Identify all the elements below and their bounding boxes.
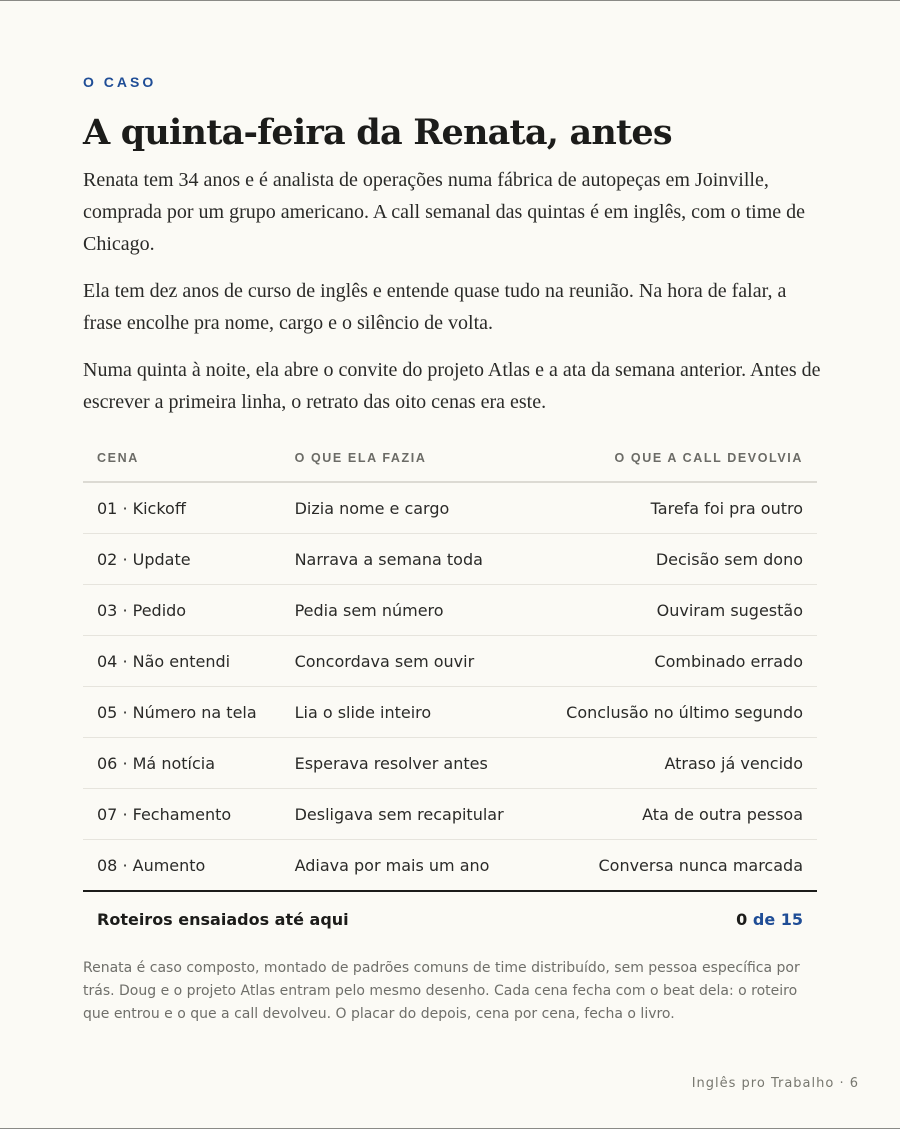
table-row bbox=[83, 482, 817, 534]
total-value bbox=[552, 891, 817, 946]
result-cell: Ouviram sugestão bbox=[552, 585, 817, 636]
action-cell: Pedia sem número bbox=[281, 585, 553, 636]
column-header-cena: CENA bbox=[83, 435, 281, 482]
action-cell: Desligava sem recapitular bbox=[281, 789, 553, 840]
scene-cell: 04 · Não entendi bbox=[83, 636, 281, 687]
footnote: Renata é caso composto, montado de padrões comuns de time distribuído, sem pessoa específica por trás. Doug e o projeto Atlas entram pelo mesmo desenho. Cada cena fecha com o beat dela: o roteiro que entrou e o que a call devolveu. O placar do depois, cena por cena, fecha o livro. bbox=[83, 960, 800, 1022]
action-cell: Dizia nome e cargo bbox=[281, 482, 553, 534]
result-cell: Ata de outra pessoa bbox=[552, 789, 817, 840]
scene-cell: 07 · Fechamento bbox=[83, 789, 281, 840]
intro-text bbox=[83, 164, 823, 433]
paragraph: Ela tem dez anos de curso de inglês e entende quase tudo na reunião. Na hora de falar, a frase encolhe pra nome, cargo e o silêncio de volta. bbox=[83, 280, 787, 334]
table-row bbox=[83, 687, 817, 738]
action-cell: Narrava a semana toda bbox=[281, 534, 553, 585]
action-cell: Concordava sem ouvir bbox=[281, 636, 553, 687]
result-cell: Decisão sem dono bbox=[552, 534, 817, 585]
table-row bbox=[83, 840, 817, 892]
section-kicker: O CASO bbox=[83, 74, 157, 90]
paragraph: Numa quinta à noite, ela abre o convite do projeto Atlas e a ata da semana anterior. Antes de escrever a primeira linha, o retrato das oito cenas era este. bbox=[83, 359, 821, 413]
action-cell: Lia o slide inteiro bbox=[281, 687, 553, 738]
result-cell: Conversa nunca marcada bbox=[552, 840, 817, 892]
result-cell: Tarefa foi pra outro bbox=[552, 482, 817, 534]
page-footer: Inglês pro Trabalho · 6 bbox=[691, 1076, 859, 1091]
table-header-row bbox=[83, 435, 817, 482]
paragraph: Renata tem 34 anos e é analista de operações numa fábrica de autopeças em Joinville, comprada por um grupo americano. A call semanal das quintas é em inglês, com o time de Chicago. bbox=[83, 169, 806, 255]
scene-cell: 08 · Aumento bbox=[83, 840, 281, 892]
table-row bbox=[83, 738, 817, 789]
scenes-table bbox=[83, 435, 817, 946]
total-label: Roteiros ensaiados até aqui bbox=[97, 909, 349, 929]
scene-cell: 06 · Má notícia bbox=[83, 738, 281, 789]
scene-cell: 03 · Pedido bbox=[83, 585, 281, 636]
column-header-o-que-ela-fazia: O QUE ELA FAZIA bbox=[281, 435, 553, 482]
total-count: 0 bbox=[736, 909, 748, 929]
column-header-o-que-a-call-devolvia: O QUE A CALL DEVOLVIA bbox=[552, 435, 817, 482]
result-cell: Atraso já vencido bbox=[552, 738, 817, 789]
table-row bbox=[83, 789, 817, 840]
scene-cell: 02 · Update bbox=[83, 534, 281, 585]
total-of: de 15 bbox=[752, 909, 803, 929]
action-cell: Esperava resolver antes bbox=[281, 738, 553, 789]
result-cell: Combinado errado bbox=[552, 636, 817, 687]
result-cell: Conclusão no último segundo bbox=[552, 687, 817, 738]
action-cell: Adiava por mais um ano bbox=[281, 840, 553, 892]
total-row bbox=[83, 891, 817, 946]
table-row bbox=[83, 585, 817, 636]
table-row bbox=[83, 534, 817, 585]
scene-cell: 01 · Kickoff bbox=[83, 482, 281, 534]
table-row bbox=[83, 636, 817, 687]
page-title: A quinta-feira da Renata, antes bbox=[83, 112, 672, 153]
scene-cell: 05 · Número na tela bbox=[83, 687, 281, 738]
